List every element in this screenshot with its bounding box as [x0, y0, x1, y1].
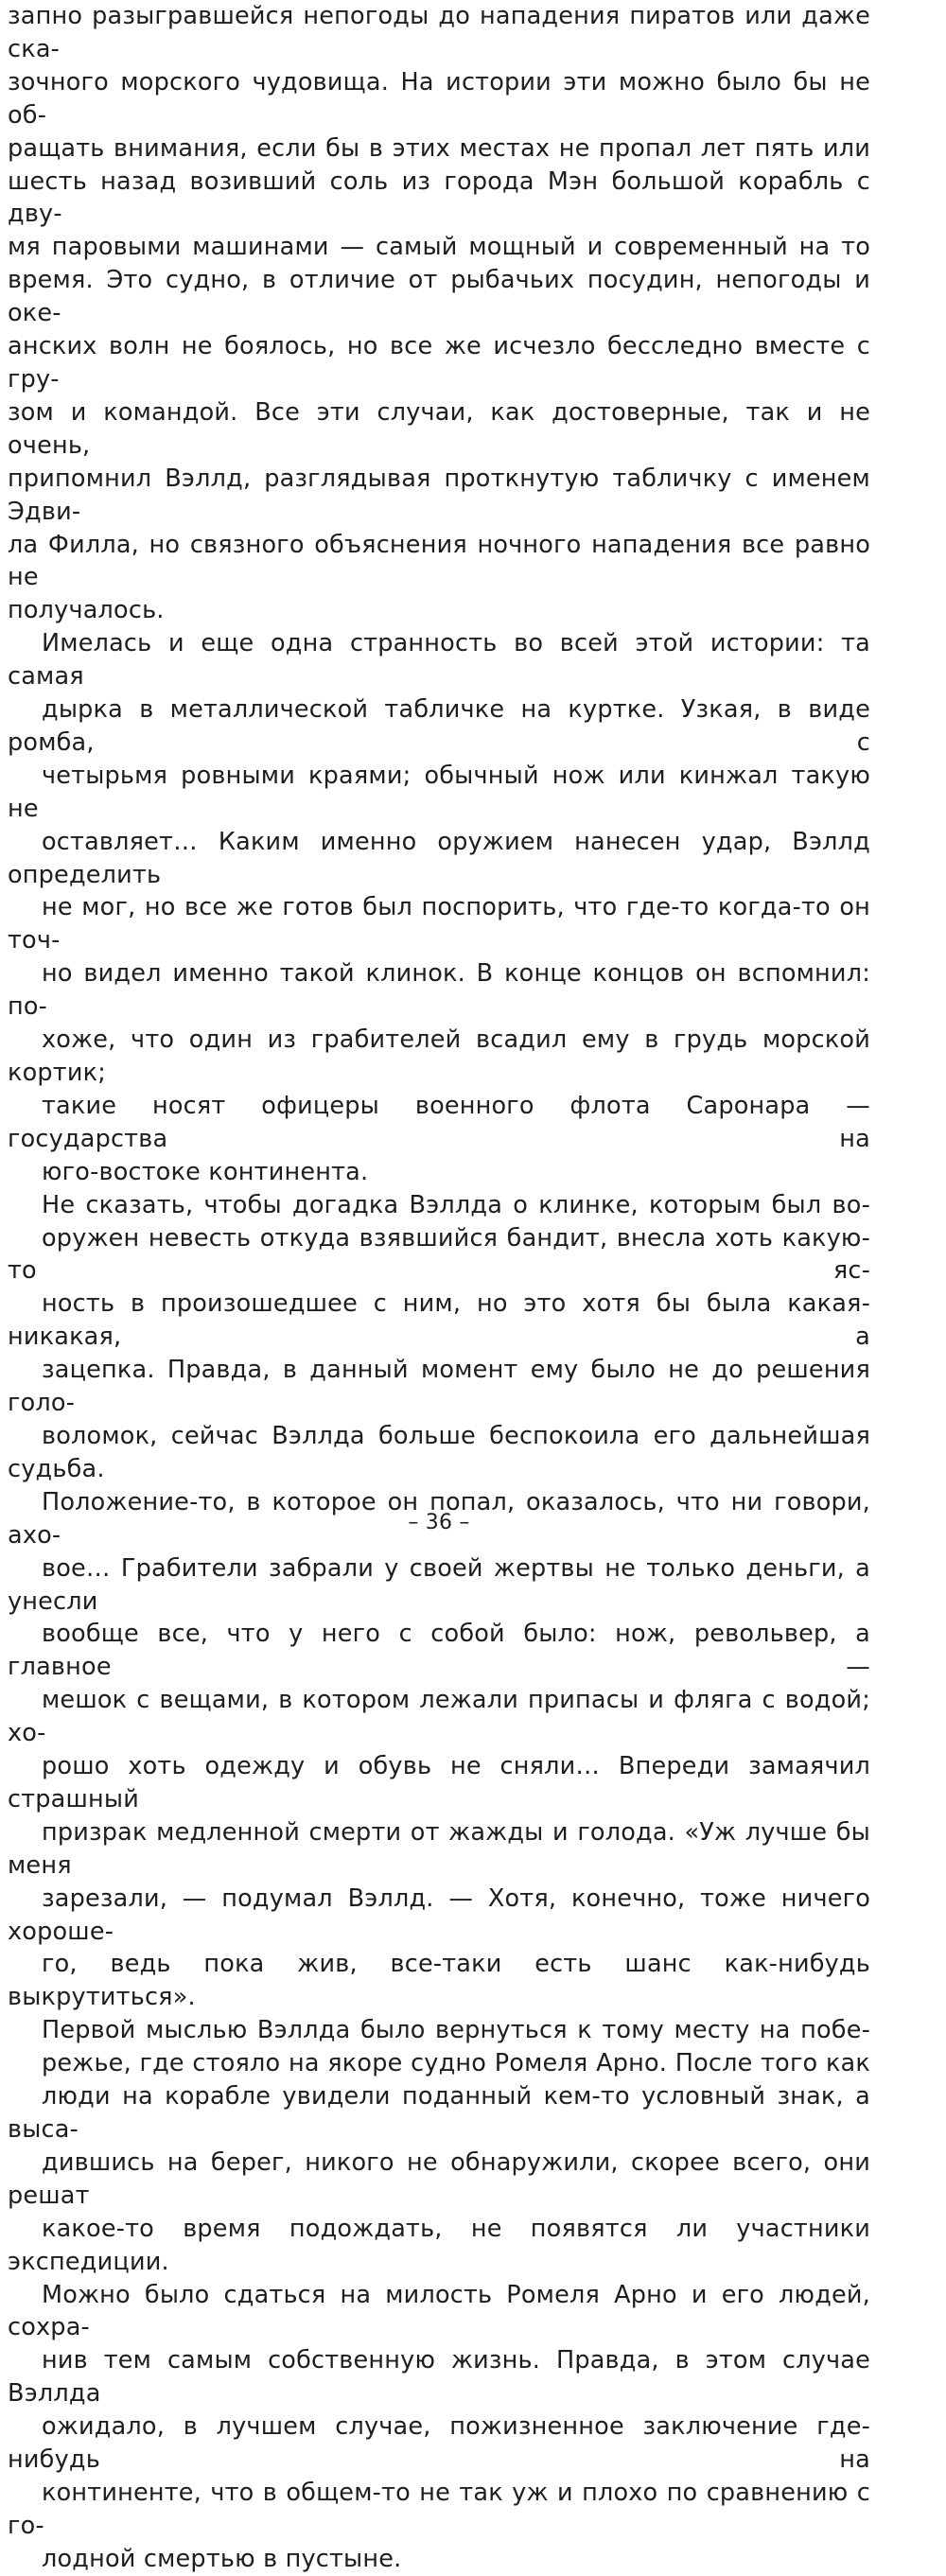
- text-line: такие носят офицеры военного флота Саронара — государства на: [8, 1091, 870, 1153]
- text-line: шесть назад возивший соль из города Мэн большой корабль с дву-: [8, 166, 870, 229]
- text-line: оружен невесть откуда взявшийся бандит, внесла хоть какую-то яс-: [8, 1223, 870, 1286]
- text-line: Положение-то, в которое он попал, оказалось, что ни говори, ахо-: [8, 1487, 870, 1550]
- text-line: зарезали, — подумал Вэллд. — Хотя, конечно, тоже ничего хороше-: [8, 1884, 870, 1946]
- paragraph: [8, 627, 870, 1188]
- text-line: но видел именно такой клинок. В конце концов он вспомнил: по-: [8, 959, 870, 1022]
- text-line: дившись на берег, никого не обнаружили, скорее всего, они решат: [8, 2147, 870, 2210]
- text-line: ла Филла, но связного объяснения ночного нападения все равно не: [8, 530, 870, 592]
- body-text: [8, 0, 870, 2576]
- text-line: какое-то время подождать, не появятся ли участники экспедиции.: [8, 2214, 870, 2276]
- paragraph: [8, 0, 870, 627]
- text-line: анских волн не боялось, но все же исчезло бесследно вместе с гру-: [8, 332, 870, 394]
- text-line: режье, где стояло на якоре судно Ромеля Арно. После того как: [42, 2049, 870, 2078]
- text-line: хоже, что один из грабителей всадил ему в грудь морской кортик;: [8, 1025, 870, 1087]
- text-line: мешок с вещами, в котором лежали припасы и фляга с водой; хо-: [8, 1686, 870, 1748]
- text-line: люди на корабле увидели поданный кем-то условный знак, а высa-: [8, 2082, 870, 2144]
- text-line: зацепка. Правда, в данный момент ему было не до решения голо-: [8, 1356, 870, 1418]
- text-line: Можно было сдаться на милость Ромеля Арно и его людей, сохра-: [8, 2280, 870, 2342]
- text-line: Не сказать, чтобы догадка Вэллда о клинке, которым был во-: [42, 1190, 870, 1219]
- text-line: ожидало, в лучшем случае, пожизненное заключение где-нибудь на: [8, 2412, 870, 2475]
- text-line: континенте, что в общем-то не так уж и плохо по сравнению с го-: [8, 2478, 870, 2540]
- text-line: рошо хоть одежду и обувь не сняли… Впереди замаячил страшный: [8, 1752, 870, 1814]
- text-line: воломок, сейчас Вэллда больше беспокоила его дальнейшая судьба.: [8, 1421, 870, 1483]
- text-line: вое… Грабители забрали у своей жертвы не только деньги, а унесли: [8, 1553, 870, 1616]
- text-line: время. Это судно, в отличие от рыбачьих посудин, непогоды и оке-: [8, 266, 870, 328]
- text-line: четырьмя ровными краями; обычный нож или кинжал такую не: [8, 761, 870, 823]
- text-line: припомнил Вэллд, разглядывая проткнутую табличку с именем Эдви-: [8, 464, 870, 526]
- text-line: го, ведь пока жив, все-таки есть шанс как-нибудь выкрутиться».: [8, 1950, 870, 2012]
- text-line: не мог, но все же готов был поспорить, что где-то когда-то он точ-: [8, 893, 870, 955]
- text-line: вообще все, что у него с собой было: нож, револьвер, а главное —: [8, 1620, 870, 1682]
- text-line: ращать внимания, если бы в этих местах не пропал лет пять или: [8, 133, 870, 163]
- text-line: Первой мыслью Вэллда было вернуться к тому месту на побе-: [42, 2016, 870, 2045]
- text-line: оставляет… Каким именно оружием нанесен удар, Вэллд определить: [8, 827, 870, 889]
- text-line: Имелась и еще одна странность во всей этой истории: та самая: [8, 629, 870, 692]
- text-line: дырка в металлической табличке на куртке. Узкая, в виде ромба, с: [8, 695, 870, 757]
- text-line: ность в произошедшее с ним, но это хотя бы была какая-никакая, а: [8, 1289, 870, 1352]
- text-line: запно разыгравшейся непогоды до нападения пиратов или даже ска-: [8, 2, 870, 63]
- paragraph: [8, 2014, 870, 2575]
- text-line: юго-востоке континента.: [42, 1157, 369, 1186]
- text-line: лодной смертью в пустыне.: [42, 2544, 402, 2573]
- book-page: [8, 0, 870, 2573]
- page-number: – 36 –: [408, 1511, 470, 1534]
- text-line: мя паровыми машинами — самый мощный и современный на то: [8, 233, 870, 262]
- text-line: зочного морского чудовища. На истории эти можно было бы не об-: [8, 67, 870, 130]
- text-line: получалось.: [8, 596, 165, 625]
- text-line: зом и командой. Все эти случаи, как достоверные, так и не очень,: [8, 397, 870, 460]
- text-line: призрак медленной смерти от жажды и голода. «Уж лучше бы меня: [8, 1817, 870, 1880]
- paragraph: [8, 1189, 870, 2015]
- text-line: нив тем самым собственную жизнь. Правда, в этом случае Вэллда: [8, 2346, 870, 2409]
